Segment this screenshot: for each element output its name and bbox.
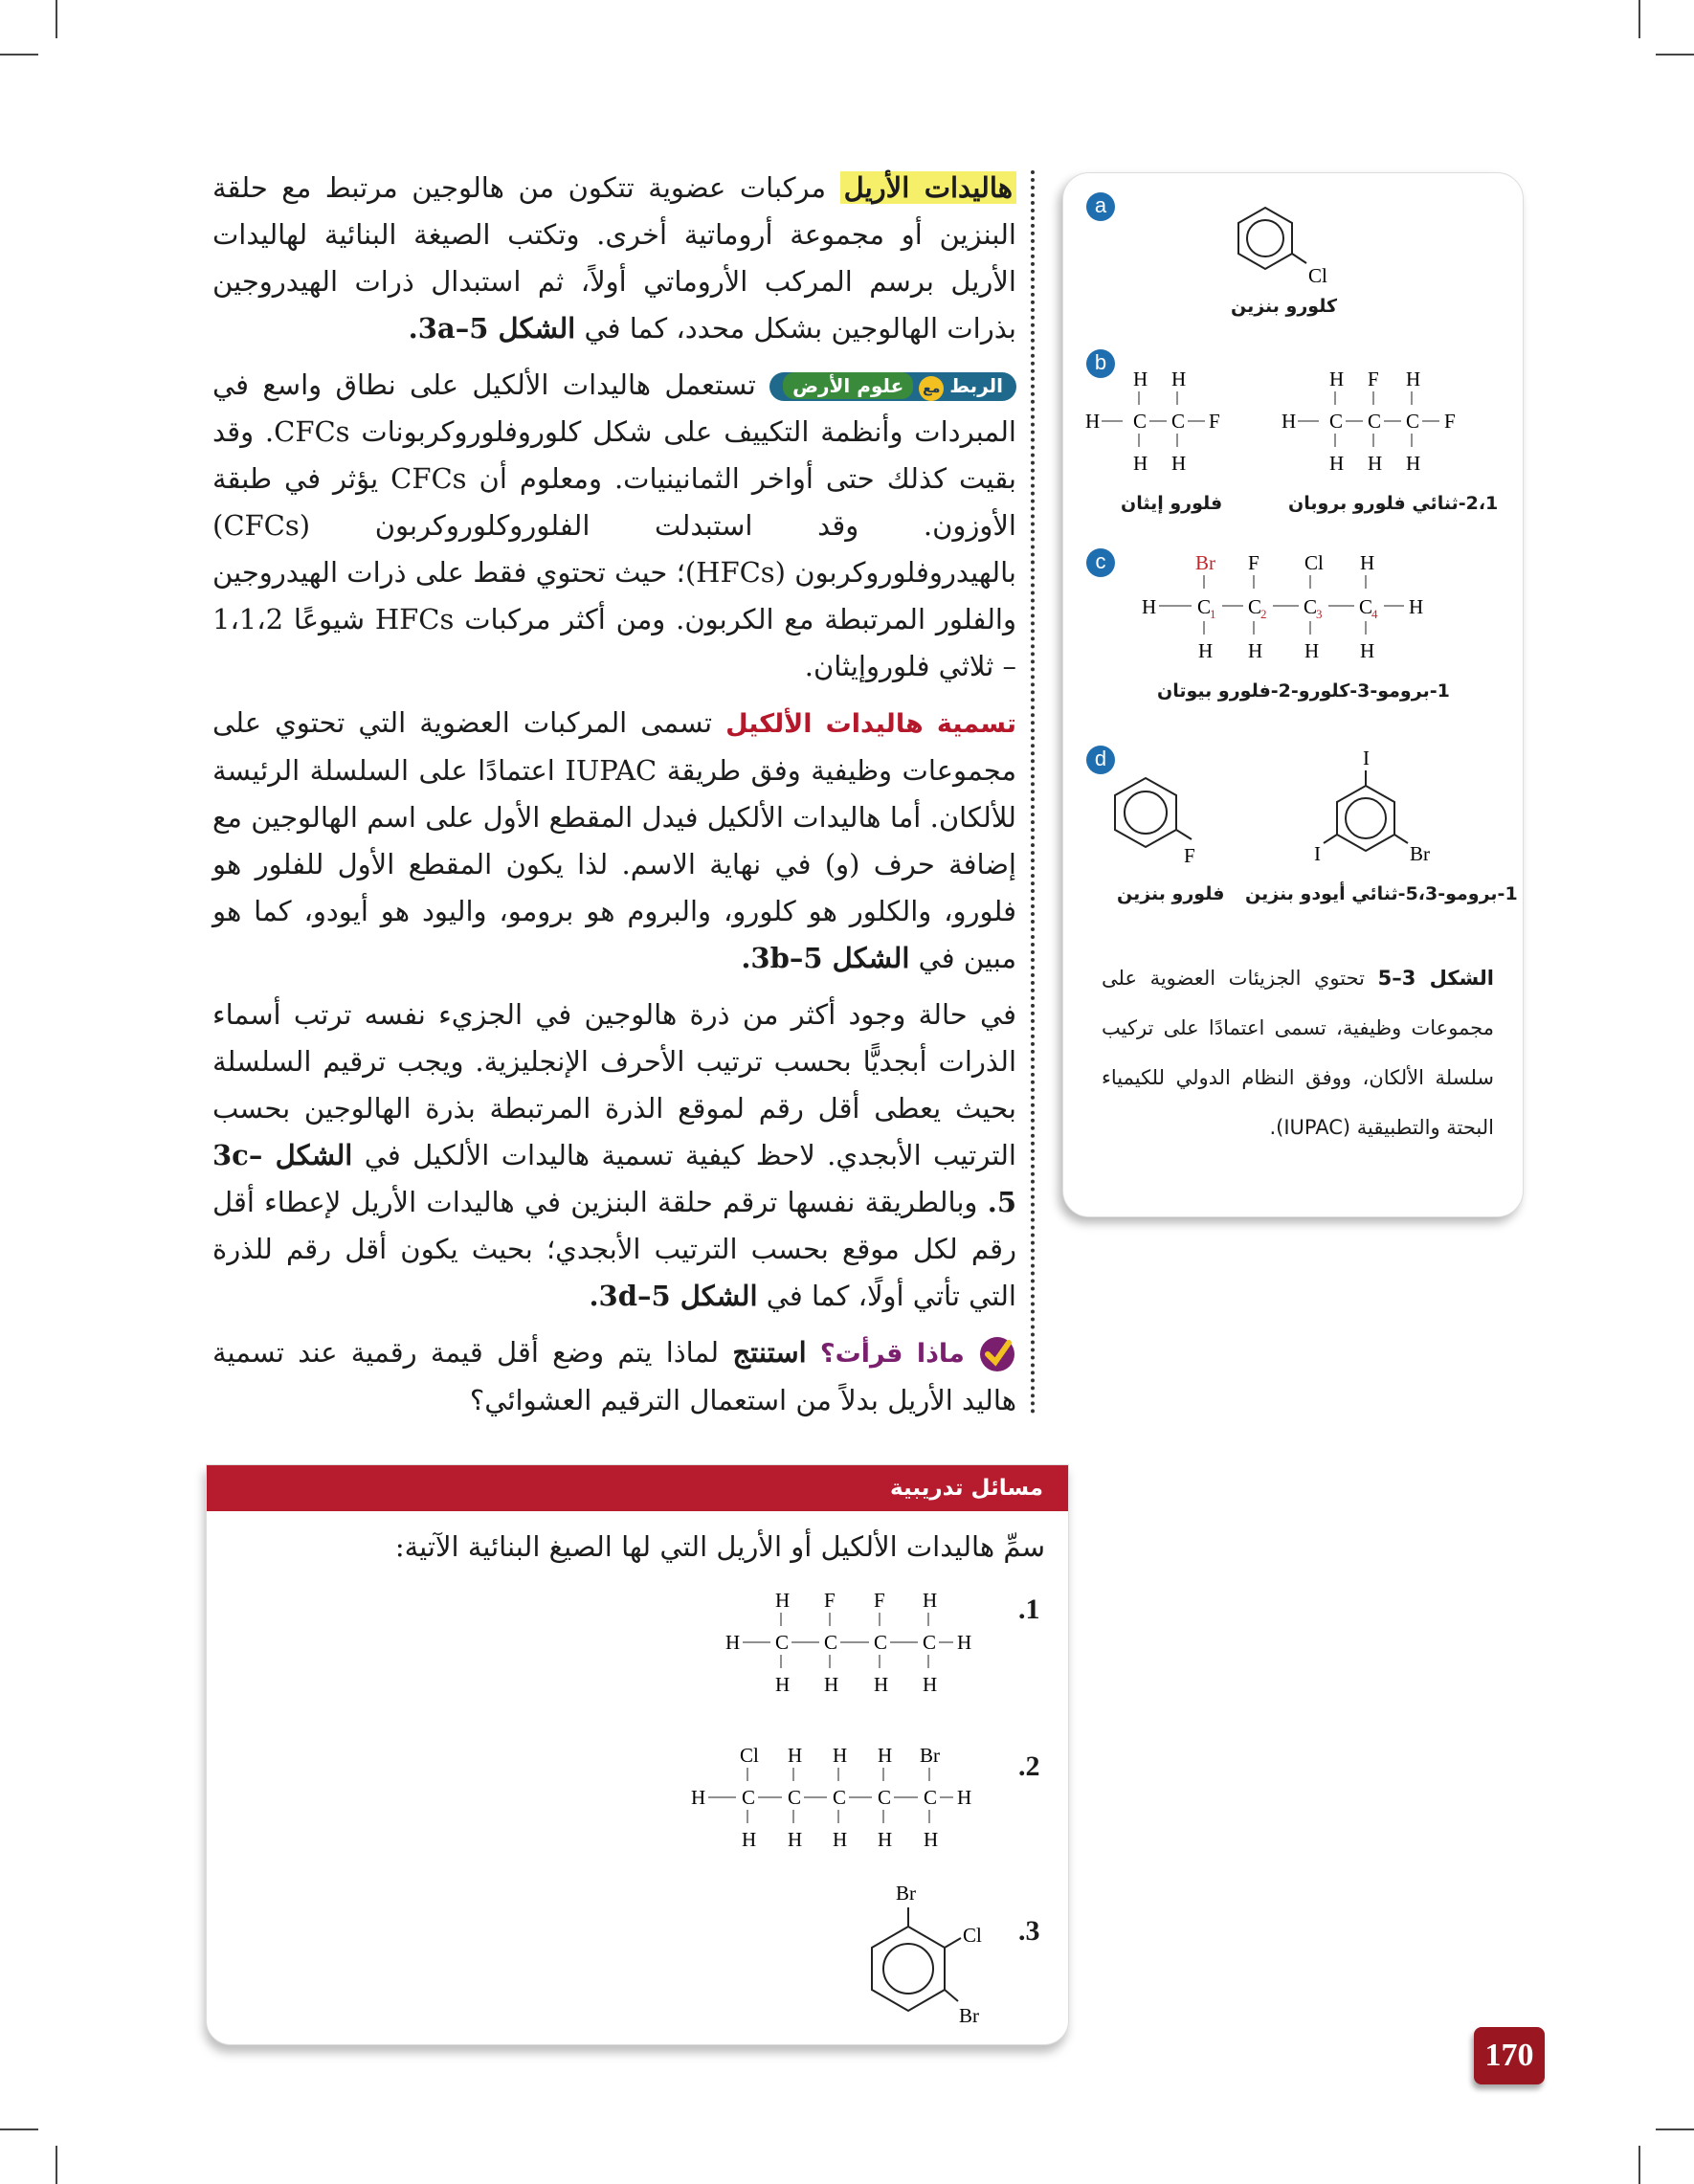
checkmark-icon — [978, 1335, 1016, 1373]
svg-text:H: H — [1248, 639, 1263, 662]
infer-label: استنتج — [732, 1336, 807, 1369]
name-bromodiiodobenzene: 1-برومو-5،3-ثنائي أيودو بنزين — [1245, 883, 1518, 904]
svg-text:H: H — [923, 1589, 938, 1612]
svg-text:C: C — [775, 1631, 790, 1654]
svg-text:H: H — [1409, 595, 1424, 618]
crop-mark — [1638, 0, 1640, 38]
bromochlorofluorobutane-structure — [1142, 551, 1423, 662]
multi-halogen-paragraph: في حالة وجود أكثر من ذرة هالوجين في الجزيء نفسه ترتب أسماء الذرات أبجديًّا بحسب ترتيب الأحرف الإنجليزية. ويجب ترقيم السلسلة بحيث يعطى أقل رقم لموقع الذرة المرتبطة بذرة الهالوجين بحسب الترتيب الأبجدي. لاحظ كيفية تسمية هاليدات الألكيل في الشكل 3c–5. وبالطريقة نفسها ترقم حلقة البنزين في هاليدات الأريل لإعطاء أقل رقم لكل موقع بحسب الترتيب الأبجدي؛ بحيث يكون أقل رقم للذرة التي تأتي أولًا، كما في الشكل 3d–5. — [212, 998, 1016, 1312]
badge-a: a — [1086, 192, 1115, 221]
svg-text:H: H — [878, 1828, 893, 1851]
svg-text:H: H — [725, 1631, 741, 1654]
svg-text:C: C — [742, 1786, 756, 1809]
svg-text:H: H — [824, 1673, 839, 1696]
svg-text:H: H — [1198, 639, 1214, 662]
naming-paragraph: تسمية هاليدات الألكيل تسمى المركبات العضوية التي تحتوي على مجموعات وظيفية وفق طريقة IUPAC اعتمادًا على السلسلة الرئيسة للألكان. أما هاليدات الألكيل فيدل المقطع الأول على اسم الهالوجين مع إضافة حرف (و) في نهاية الاسم. لذا يكون المقطع الأول للفلور هو فلورو، والكلور هو كلورو، والبروم هو برومو، واليود هو أيودو، كما هو مبين في الشكل 3b–5. — [212, 706, 1016, 974]
crop-mark — [56, 2146, 57, 2184]
figure-ref: الشكل 3b–5. — [741, 942, 910, 974]
svg-text:H: H — [1142, 595, 1157, 618]
crop-mark — [0, 54, 38, 56]
svg-text:F: F — [1184, 844, 1195, 867]
name-chlorobenzene: كلورو بنزين — [1231, 296, 1338, 317]
svg-text:H: H — [788, 1828, 803, 1851]
svg-text:H: H — [1133, 452, 1148, 475]
svg-text:F: F — [1368, 368, 1379, 390]
svg-text:H: H — [957, 1786, 972, 1809]
svg-text:3: 3 — [1316, 607, 1323, 621]
svg-text:H: H — [1282, 410, 1297, 433]
svg-text:Cl: Cl — [740, 1744, 759, 1767]
svg-text:C: C — [923, 1631, 937, 1654]
svg-text:H: H — [1085, 410, 1101, 433]
svg-text:1: 1 — [1210, 607, 1216, 621]
svg-text:H: H — [742, 1828, 757, 1851]
practice-problems-box — [206, 1464, 1069, 2045]
badge-b: b — [1086, 349, 1115, 378]
svg-text:C: C — [1197, 595, 1212, 618]
svg-text:H: H — [691, 1786, 706, 1809]
svg-text:C: C — [1171, 410, 1186, 433]
svg-text:H: H — [1171, 452, 1187, 475]
svg-text:C: C — [788, 1786, 802, 1809]
svg-text:H: H — [1360, 551, 1375, 574]
svg-text:F: F — [1209, 410, 1220, 433]
svg-text:H: H — [788, 1744, 803, 1767]
svg-text:2: 2 — [1260, 607, 1267, 621]
svg-text:C: C — [924, 1786, 938, 1809]
column-divider — [1031, 170, 1035, 1415]
svg-text:Br: Br — [1195, 551, 1215, 574]
question-1-structure — [725, 1589, 971, 1696]
svg-text:Br: Br — [896, 1882, 916, 1905]
svg-text:C: C — [1359, 595, 1373, 618]
link-badge: الربطمععلوم الأرض — [769, 372, 1016, 401]
name-difluoropropane: 2،1-ثنائي فلورو بروبان — [1288, 493, 1499, 514]
svg-text:H: H — [1360, 639, 1375, 662]
svg-text:C: C — [1304, 595, 1318, 618]
svg-text:H: H — [1406, 452, 1421, 475]
svg-text:C: C — [1406, 410, 1420, 433]
difluoropropane-structure — [1282, 368, 1456, 475]
crop-mark — [56, 0, 57, 38]
svg-text:H: H — [874, 1673, 889, 1696]
caption-title: الشكل 3–5 — [1377, 967, 1494, 990]
crop-mark — [1656, 2128, 1694, 2130]
svg-text:H: H — [1406, 368, 1421, 390]
figure-ref: الشكل 3a–5. — [408, 312, 576, 345]
svg-text:Cl: Cl — [963, 1924, 982, 1947]
fluoroethane-structure — [1085, 368, 1220, 475]
atom-label: Cl — [1308, 264, 1327, 287]
crop-mark — [1638, 2146, 1640, 2184]
svg-text:H: H — [833, 1828, 848, 1851]
practice-structures — [207, 1465, 1068, 2044]
cfc-paragraph: الربطمععلوم الأرض تستعمل هاليدات الألكيل على نطاق واسع في المبردات وأنظمة التكييف على شكل كلوروفلوروكربونات CFCs. وقد بقيت كذلك حتى أواخر الثمانينيات. ومعلوم أن CFCs يؤثر في طبقة الأوزون. وقد استبدلت الفلوروكلوروكربون (CFCs) بالهيدروفلوروكربون (HFCs)؛ حيث تحتوي فقط على ذرات الهيدروجين والفلور المرتبطة مع الكربون. ومن أكثر مركبات HFCs شيوعًا 1،1،2 – ثلاثي فلوروإيثان. — [212, 368, 1016, 682]
question-2-structure — [691, 1744, 971, 1851]
svg-text:Br: Br — [1410, 842, 1430, 865]
svg-text:C: C — [833, 1786, 847, 1809]
naming-term: تسمية هاليدات الألكيل — [725, 709, 1016, 739]
figure-ref: الشكل 3d–5. — [589, 1280, 758, 1312]
figure-ref: الشكل 3c–5. — [212, 1139, 1016, 1218]
question-3-structure — [872, 1882, 982, 2027]
badge-c: c — [1086, 548, 1115, 577]
reading-check-label: ماذا قرأت؟ — [819, 1339, 965, 1369]
crop-mark — [0, 2128, 38, 2130]
svg-text:F: F — [1248, 551, 1259, 574]
aryl-paragraph: هاليدات الأريل مركبات عضوية تتكون من هالوجين مرتبط مع حلقة البنزين أو مجموعة أروماتية أخرى. وتكتب الصيغة البنائية لهاليدات الأريل برسم المركب الأروماتي أولاً، ثم استبدال ذرات الهيدروجين بذرات الهالوجين بشكل محدد، كما في الشكل 3a–5. — [212, 171, 1016, 345]
svg-text:H: H — [833, 1744, 848, 1767]
svg-text:H: H — [1368, 452, 1383, 475]
svg-text:I: I — [1363, 747, 1370, 769]
svg-text:H: H — [775, 1673, 791, 1696]
figure-structures — [1063, 173, 1523, 939]
badge-d: d — [1086, 746, 1115, 774]
question-number: .1 — [1018, 1593, 1040, 1625]
bromodiiodobenzene-structure — [1314, 747, 1430, 865]
svg-text:4: 4 — [1371, 607, 1378, 621]
name-fluorobenzene: فلورو بنزين — [1117, 883, 1225, 904]
svg-text:C: C — [1368, 410, 1382, 433]
svg-text:I: I — [1314, 842, 1321, 865]
svg-text:F: F — [824, 1589, 836, 1612]
svg-text:C: C — [824, 1631, 838, 1654]
fluorobenzene-structure — [1115, 778, 1195, 867]
svg-text:H: H — [1133, 368, 1148, 390]
chlorobenzene-structure — [1238, 208, 1327, 287]
svg-text:C: C — [1329, 410, 1344, 433]
question-number: .2 — [1018, 1750, 1040, 1782]
svg-text:C: C — [1248, 595, 1262, 618]
body-text — [212, 165, 1016, 1434]
svg-text:H: H — [924, 1828, 939, 1851]
practice-title: مسائل تدريبية — [207, 1465, 1068, 1511]
svg-text:Cl: Cl — [1304, 551, 1324, 574]
name-bromochlorofluorobutane: 1-برومو-3-كلورو-2-فلورو بيوتان — [1157, 680, 1450, 702]
svg-text:F: F — [1444, 410, 1456, 433]
svg-text:C: C — [1133, 410, 1148, 433]
svg-text:H: H — [775, 1589, 791, 1612]
name-fluoroethane: فلورو إيثان — [1121, 493, 1223, 514]
figure-caption: الشكل 3–5 تحتوي الجزيئات العضوية على مجموعات وظيفية، تسمى اعتمادًا على تركيب سلسلة الألكان، ووفق النظام الدولي للكيمياء البحتة والتطبيقية (IUPAC). — [1102, 967, 1494, 1139]
svg-text:H: H — [1171, 368, 1187, 390]
svg-text:Br: Br — [920, 1744, 940, 1767]
question-number: .3 — [1018, 1915, 1040, 1947]
svg-text:H: H — [878, 1744, 893, 1767]
svg-text:H: H — [957, 1631, 972, 1654]
svg-text:H: H — [1304, 639, 1320, 662]
svg-text:Br: Br — [959, 2004, 979, 2027]
crop-mark — [1656, 54, 1694, 56]
page-number: 170 — [1474, 2027, 1545, 2084]
reading-check: ماذا قرأت؟ استنتج لماذا يتم وضع أقل قيمة رقمية عند تسمية هاليد الأريل بدلاً من استعمال الترقيم العشوائي؟ — [212, 1336, 1016, 1416]
svg-text:F: F — [874, 1589, 885, 1612]
svg-text:C: C — [878, 1786, 892, 1809]
practice-intro: سمِّ هاليدات الألكيل أو الأريل التي لها الصيغ البنائية الآتية: — [394, 1530, 1045, 1563]
svg-text:C: C — [874, 1631, 888, 1654]
svg-text:H: H — [1329, 368, 1345, 390]
svg-text:H: H — [1329, 452, 1345, 475]
svg-text:H: H — [923, 1673, 938, 1696]
figure-panel — [1062, 172, 1524, 1217]
aryl-term: هاليدات الأريل — [840, 171, 1016, 204]
